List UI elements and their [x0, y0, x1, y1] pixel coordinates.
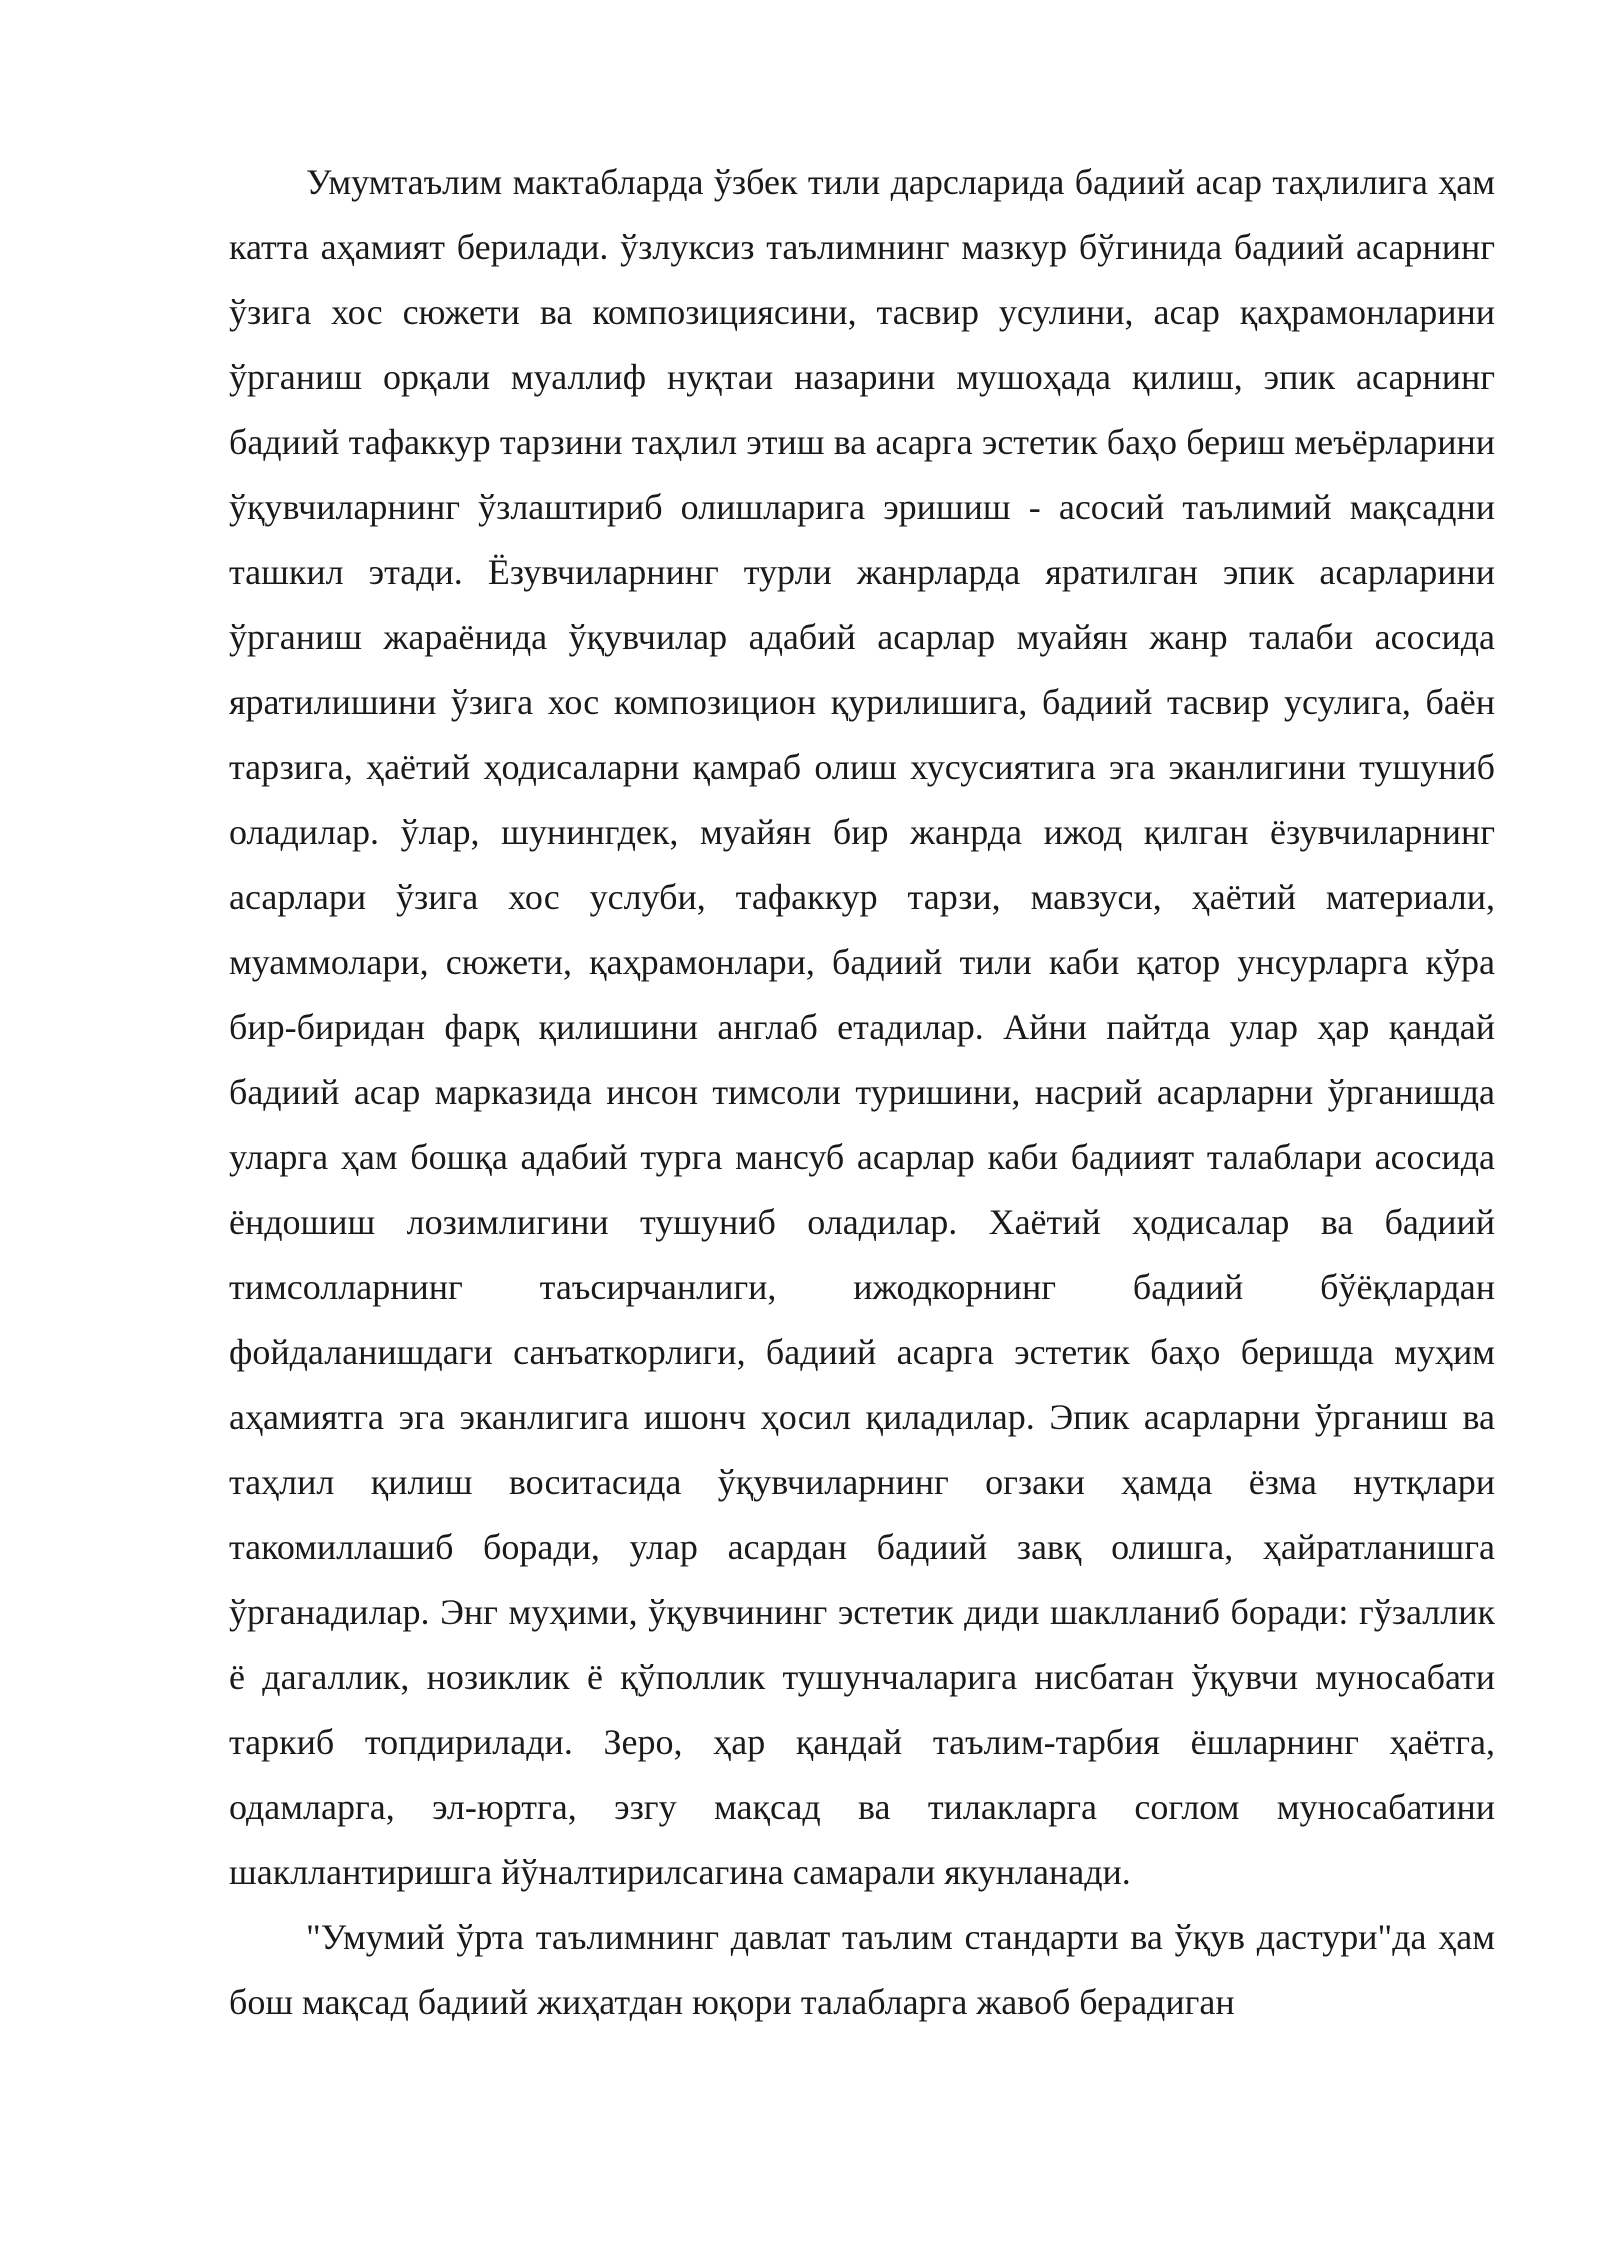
paragraph-2: "Умумий ўрта таълимнинг давлат таълим стандарти ва ўқув дастури"да ҳам бош мақсад бадиий жиҳатдан юқори талабларга жавоб берадиган [229, 1917, 1495, 2022]
body-text [229, 150, 1495, 2035]
paragraph-1: Умумтаълим мактабларда ўзбек тили дарсларида бадиий асар таҳлилига ҳам катта аҳамият берилади. ўзлуксиз таълимнинг мазкур бўгинида бадиий асарнинг ўзига хос сюжети ва композициясини, тасвир усулини, асар қаҳрамонларини ўрганиш орқали муаллиф нуқтаи назарини мушоҳада қилиш, эпик асарнинг бадиий тафаккур тарзини таҳлил этиш ва асарга эстетик баҳо бериш меъёрларини ўқувчиларнинг ўзлаштириб олишларига эришиш - асосий таълимий мақсадни ташкил этади. Ёзувчиларнинг турли жанрларда яратилган эпик асарларини ўрганиш жараёнида ўқувчилар адабий асарлар муайян жанр талаби асосида яратилишини ўзига хос композицион қурилишига, бадиий тасвир усулига, баён тарзига, ҳаётий ҳодисаларни қамраб олиш хусусиятига эга эканлигини тушуниб оладилар. ўлар, шунингдек, муайян бир жанрда ижод қилган ёзувчиларнинг асарлари ўзига хос услуби, тафаккур тарзи, мавзуси, ҳаётий материали, муаммолари, сюжети, қаҳрамонлари, бадиий тили каби қатор унсурларга кўра бир-биридан фарқ қилишини англаб етадилар. Айни пайтда улар ҳар қандай бадиий асар марказида инсон тимсоли туришини, насрий асарларни ўрганишда уларга ҳам бошқа адабий турга мансуб асарлар каби бадиият талаблари асосида ёндошиш лозимлигини тушуниб оладилар. Хаётий ҳодисалар ва бадиий тимсолларнинг таъсирчанлиги, ижодкорнинг бадиий бўёқлардан фойдаланишдаги санъаткорлиги, бадиий асарга эстетик баҳо беришда муҳим аҳамиятга эга эканлигига ишонч ҳосил қиладилар. Эпик асарларни ўрганиш ва таҳлил қилиш воситасида ўқувчиларнинг огзаки ҳамда ёзма нутқлари такомиллашиб боради, улар асардан бадиий завқ олишга, ҳайратланишга ўрганадилар. Энг муҳими, ўқувчининг эстетик диди шаклланиб боради: гўзаллик ё дагаллик, нозиклик ё қўполлик тушунчаларига нисбатан ўқувчи муносабати таркиб топдирилади. Зеро, ҳар қандай таълим-тарбия ёшларнинг ҳаётга, одамларга, эл-юртга, эзгу мақсад ва тилакларга соглом муносабатини шакллантиришга йўналтирилсагина самарали якунланади. [229, 162, 1495, 1892]
